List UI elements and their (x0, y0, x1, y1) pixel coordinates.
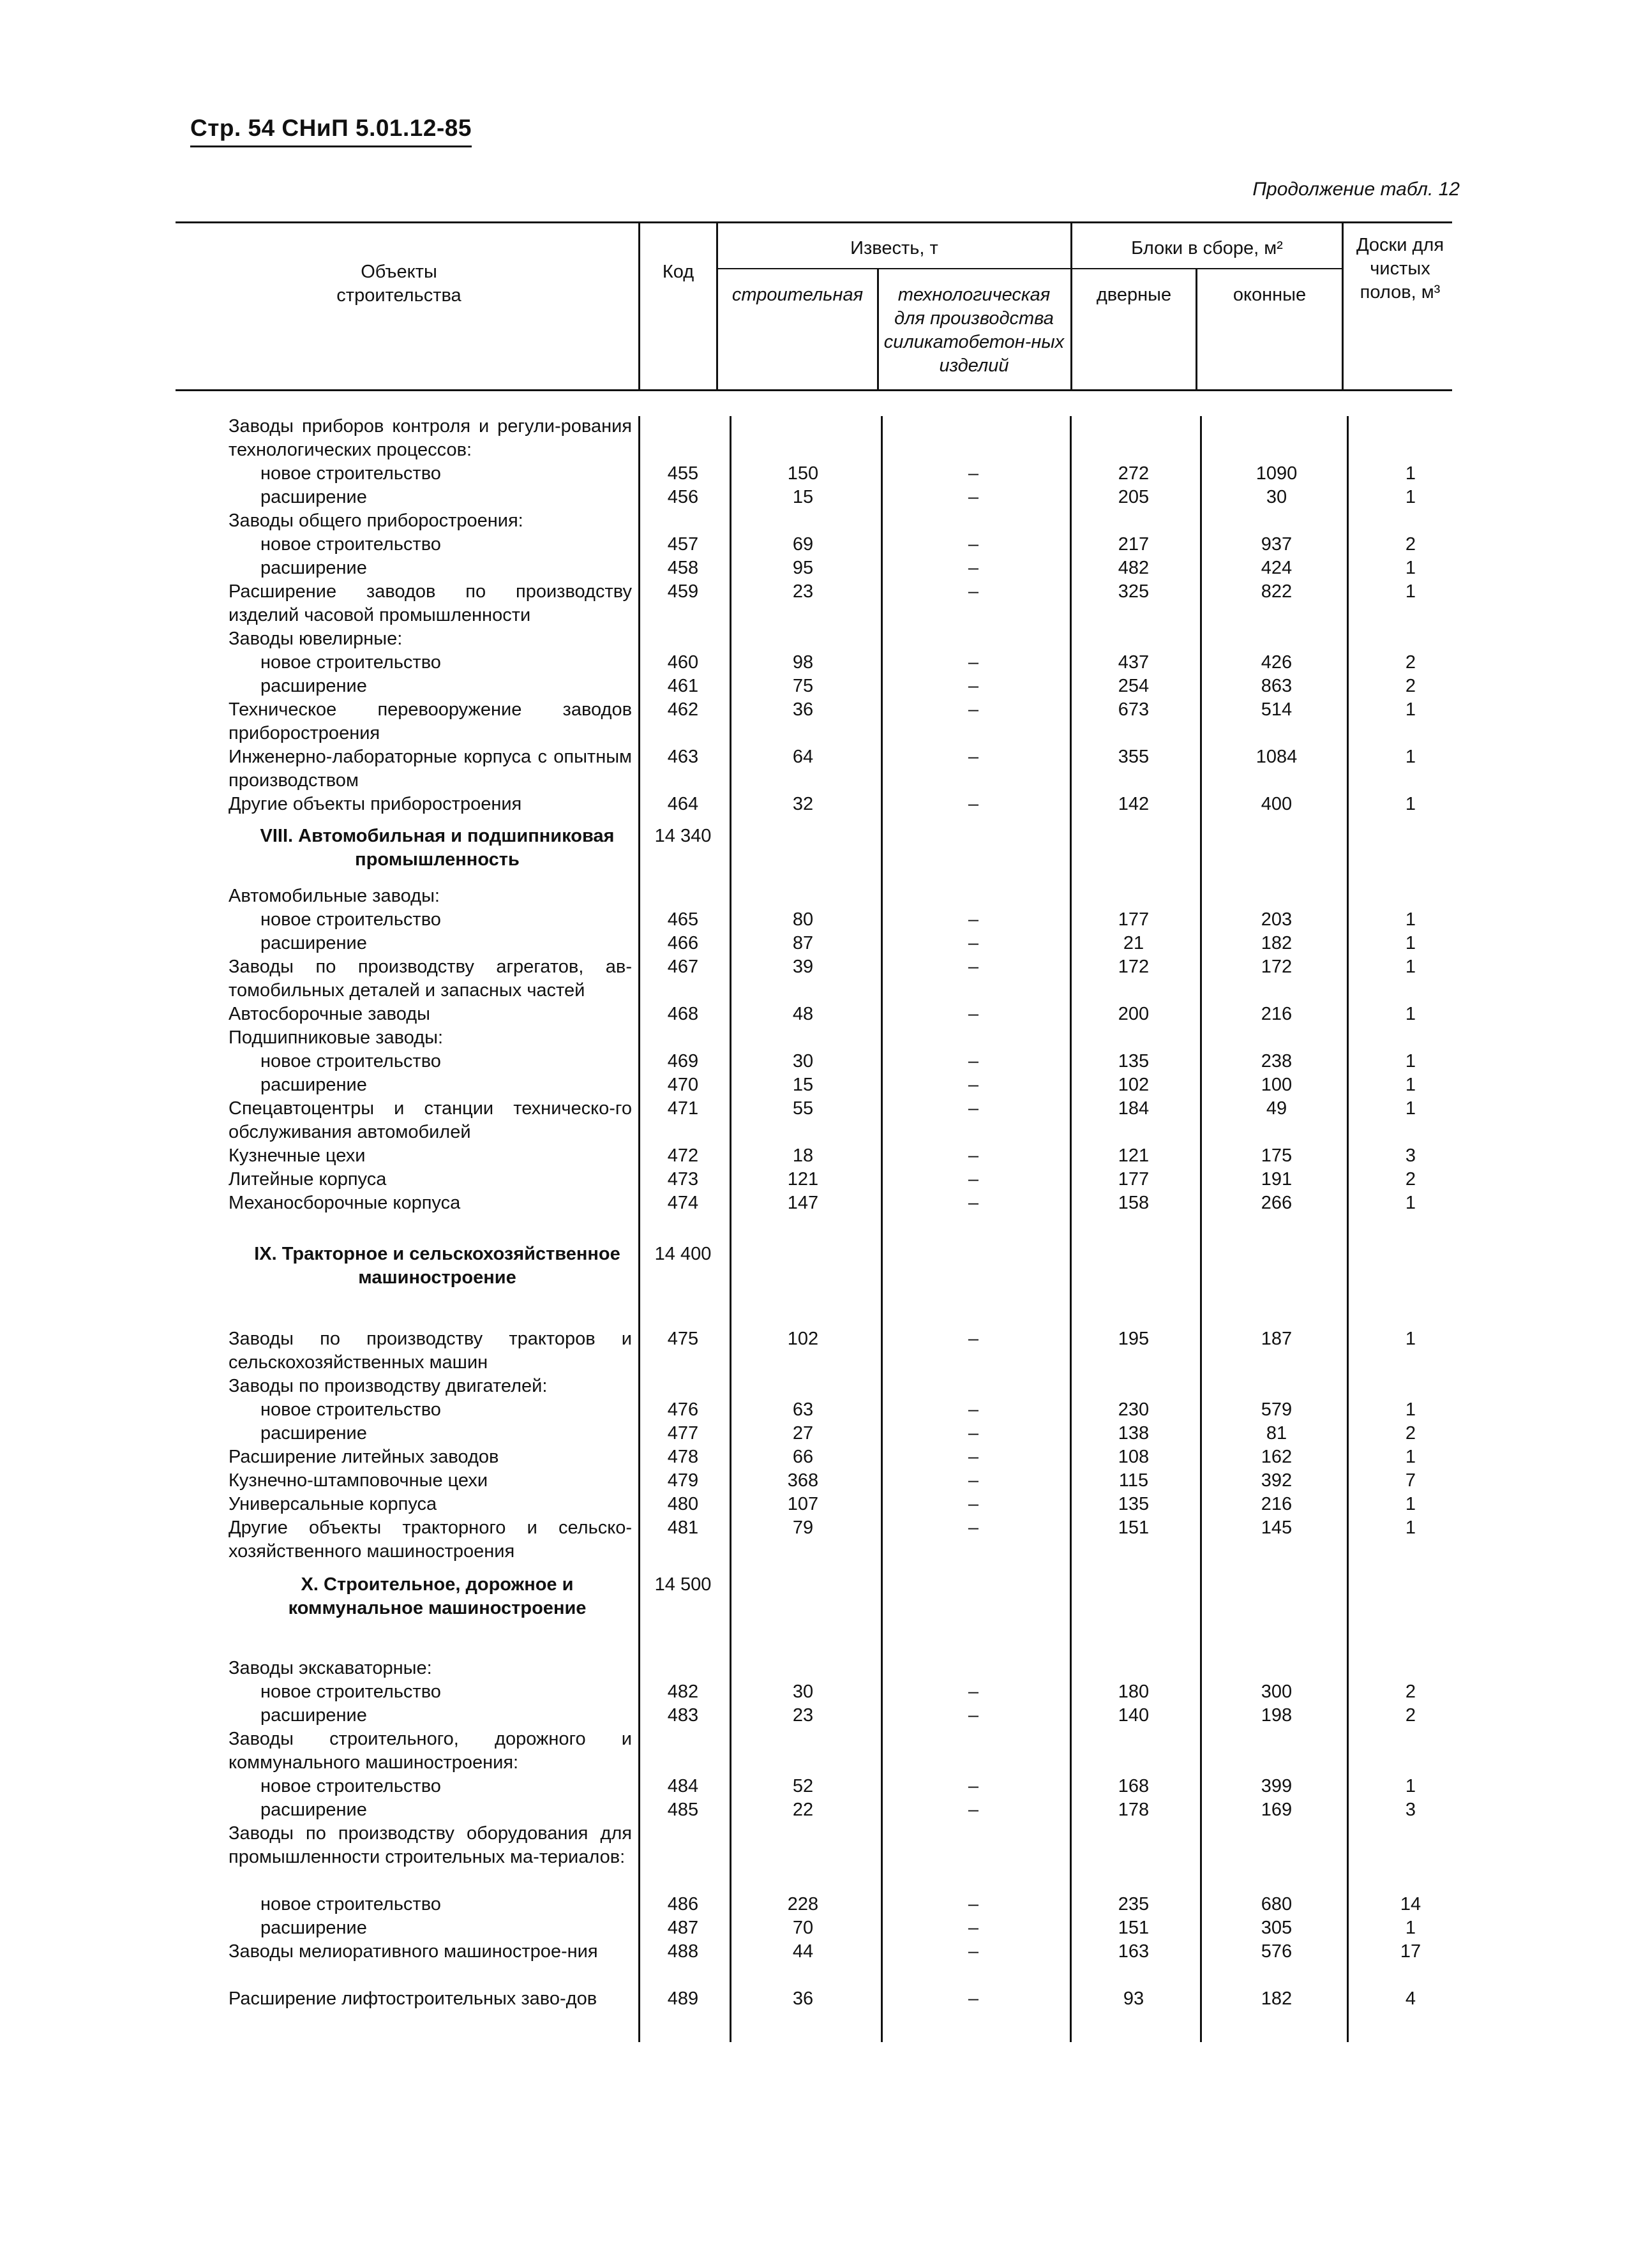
blocks-window-cell: 424 (1261, 558, 1293, 578)
lime-tech-cell: – (968, 1075, 979, 1095)
object-name: Механосборочные корпуса (229, 1193, 461, 1213)
boards-cell: 2 (1405, 652, 1416, 673)
lime-construction-cell: 75 (792, 676, 814, 696)
code-cell: 485 (667, 1800, 699, 1820)
blocks-window-cell: 187 (1261, 1329, 1293, 1349)
boards-cell: 1 (1405, 957, 1416, 977)
boards-cell: 1 (1405, 487, 1416, 507)
blocks-window-cell: 100 (1261, 1075, 1293, 1095)
lime-tech-cell: – (968, 463, 979, 484)
code-cell: 481 (667, 1518, 699, 1538)
lime-tech-cell: – (968, 1941, 979, 1962)
blocks-window-cell: 400 (1261, 794, 1293, 814)
boards-cell: 1 (1405, 1004, 1416, 1024)
code-cell: 479 (667, 1470, 699, 1491)
lime-tech-cell: – (968, 1494, 979, 1514)
object-name: Другие объекты приборостроения (229, 794, 522, 814)
lime-construction-cell: 44 (792, 1941, 814, 1962)
lime-construction-cell: 15 (792, 487, 814, 507)
lime-tech-cell: – (968, 652, 979, 673)
lime-construction-cell: 150 (787, 463, 819, 484)
object-name: расширение (260, 933, 367, 953)
boards-cell: 1 (1405, 581, 1416, 602)
boards-cell: 2 (1405, 534, 1416, 555)
blocks-door-cell: 140 (1118, 1705, 1150, 1726)
boards-cell: 1 (1405, 1918, 1416, 1938)
object-name: Автомобильные заводы: (229, 886, 440, 906)
boards-cell: 3 (1405, 1800, 1416, 1820)
lime-tech-cell: – (968, 1988, 979, 2009)
blocks-door-cell: 177 (1118, 1169, 1150, 1190)
lime-tech-cell: – (968, 747, 979, 767)
header-vline-boards (1342, 221, 1344, 389)
boards-cell: 3 (1405, 1145, 1416, 1166)
lime-tech-cell: – (968, 1145, 979, 1166)
object-name: Другие объекты тракторного и сельско-хозяйственного машиностроения (229, 1518, 632, 1562)
object-name: IX. Тракторное и сельскохозяйственное машиностроение (254, 1244, 620, 1288)
object-name: новое строительство (260, 1051, 441, 1071)
blocks-window-cell: 822 (1261, 581, 1293, 602)
header-blocks: Блоки в сборе, м² (1131, 238, 1283, 258)
object-name: новое строительство (260, 909, 441, 930)
object-name: Спецавтоцентры и станции техническо-го обслуживания автомобилей (229, 1098, 632, 1142)
lime-construction-cell: 18 (792, 1145, 814, 1166)
lime-construction-cell: 22 (792, 1800, 814, 1820)
lime-tech-cell: – (968, 699, 979, 720)
lime-construction-cell: 107 (787, 1494, 819, 1514)
boards-cell: 1 (1405, 794, 1416, 814)
code-cell: 486 (667, 1894, 699, 1914)
blocks-door-cell: 184 (1118, 1098, 1150, 1119)
blocks-window-cell: 198 (1261, 1705, 1293, 1726)
lime-tech-cell: – (968, 1518, 979, 1538)
object-name: Кузнечные цехи (229, 1145, 366, 1166)
lime-tech-cell: – (968, 1004, 979, 1024)
table-top-rule (176, 221, 1452, 223)
object-name: Автосборочные заводы (229, 1004, 430, 1024)
boards-cell: 1 (1405, 747, 1416, 767)
blocks-door-cell: 21 (1123, 933, 1144, 953)
lime-construction-cell: 79 (792, 1518, 814, 1538)
code-cell: 469 (667, 1051, 699, 1071)
page-header: Стр. 54 СНиП 5.01.12-85 (190, 115, 472, 147)
object-name: Заводы ювелирные: (229, 629, 403, 649)
lime-construction-cell: 228 (787, 1894, 819, 1914)
code-cell: 471 (667, 1098, 699, 1119)
code-cell: 460 (667, 652, 699, 673)
boards-cell: 1 (1405, 933, 1416, 953)
header-blocks-door: дверные (1096, 285, 1172, 305)
code-cell: 477 (667, 1423, 699, 1444)
blocks-door-cell: 151 (1118, 1918, 1150, 1938)
header-vline-code (638, 221, 640, 389)
object-name: Кузнечно-штамповочные цехи (229, 1470, 488, 1491)
blocks-door-cell: 142 (1118, 794, 1150, 814)
boards-cell: 1 (1405, 1447, 1416, 1467)
blocks-window-cell: 162 (1261, 1447, 1293, 1467)
blocks-door-cell: 178 (1118, 1800, 1150, 1820)
lime-construction-cell: 70 (792, 1918, 814, 1938)
object-name: Заводы мелиоративного машинострое-ния (229, 1941, 598, 1962)
object-name: новое строительство (260, 1682, 441, 1702)
blocks-door-cell: 158 (1118, 1193, 1150, 1213)
lime-tech-cell: – (968, 1776, 979, 1796)
boards-cell: 2 (1405, 1705, 1416, 1726)
object-name: X. Строительное, дорожное и коммунальное машиностроение (288, 1574, 587, 1618)
header-boards: Доски для чистых полов, м³ (1356, 235, 1444, 302)
code-cell: 473 (667, 1169, 699, 1190)
blocks-door-cell: 135 (1118, 1494, 1150, 1514)
code-cell: 474 (667, 1193, 699, 1213)
blocks-door-cell: 355 (1118, 747, 1150, 767)
object-name: Заводы по производству агрегатов, ав-томобильных деталей и запасных частей (229, 957, 632, 1001)
lime-construction-cell: 48 (792, 1004, 814, 1024)
object-name: расширение (260, 558, 367, 578)
object-name: расширение (260, 1075, 367, 1095)
object-name: VIII. Автомобильная и подшипниковая промышленность (260, 826, 615, 870)
lime-tech-cell: – (968, 1705, 979, 1726)
code-cell: 14 400 (654, 1244, 712, 1264)
boards-cell: 1 (1405, 1329, 1416, 1349)
object-name: Литейные корпуса (229, 1169, 387, 1190)
object-name: новое строительство (260, 1894, 441, 1914)
lime-construction-cell: 27 (792, 1423, 814, 1444)
blocks-door-cell: 135 (1118, 1051, 1150, 1071)
boards-cell: 1 (1405, 1098, 1416, 1119)
lime-construction-cell: 95 (792, 558, 814, 578)
lime-tech-cell: – (968, 794, 979, 814)
code-cell: 482 (667, 1682, 699, 1702)
boards-cell: 2 (1405, 676, 1416, 696)
object-name: Инженерно-лабораторные корпуса с опытным производством (229, 747, 632, 791)
code-cell: 472 (667, 1145, 699, 1166)
code-cell: 459 (667, 581, 699, 602)
blocks-window-cell: 579 (1261, 1399, 1293, 1420)
code-cell: 487 (667, 1918, 699, 1938)
code-cell: 488 (667, 1941, 699, 1962)
lime-tech-cell: – (968, 1918, 979, 1938)
boards-cell: 2 (1405, 1423, 1416, 1444)
lime-construction-cell: 23 (792, 581, 814, 602)
boards-cell: 1 (1405, 1051, 1416, 1071)
lime-tech-cell: – (968, 1423, 979, 1444)
boards-cell: 2 (1405, 1682, 1416, 1702)
code-cell: 466 (667, 933, 699, 953)
header-bottom-rule (176, 389, 1452, 391)
code-cell: 455 (667, 463, 699, 484)
code-cell: 480 (667, 1494, 699, 1514)
boards-cell: 4 (1405, 1988, 1416, 2009)
lime-tech-cell: – (968, 676, 979, 696)
lime-construction-cell: 121 (787, 1169, 819, 1190)
object-name: Расширение литейных заводов (229, 1447, 499, 1467)
code-cell: 476 (667, 1399, 699, 1420)
lime-tech-cell: – (968, 1399, 979, 1420)
blocks-door-cell: 235 (1118, 1894, 1150, 1914)
lime-construction-cell: 36 (792, 699, 814, 720)
object-name: новое строительство (260, 1399, 441, 1420)
blocks-window-cell: 514 (1261, 699, 1293, 720)
code-cell: 14 500 (654, 1574, 712, 1595)
blocks-window-cell: 175 (1261, 1145, 1293, 1166)
lime-construction-cell: 36 (792, 1988, 814, 2009)
object-name: Заводы строительного, дорожного и коммунального машиностроения: (229, 1729, 632, 1773)
code-cell: 461 (667, 676, 699, 696)
blocks-door-cell: 200 (1118, 1004, 1150, 1024)
lime-tech-cell: – (968, 1098, 979, 1119)
code-cell: 489 (667, 1988, 699, 2009)
lime-construction-cell: 32 (792, 794, 814, 814)
blocks-door-cell: 217 (1118, 534, 1150, 555)
boards-cell: 1 (1405, 1193, 1416, 1213)
object-name: Заводы по производству оборудования для промышленности строительных ма-териалов: (229, 1823, 632, 1867)
boards-cell: 1 (1405, 463, 1416, 484)
lime-tech-cell: – (968, 1169, 979, 1190)
lime-construction-cell: 368 (787, 1470, 819, 1491)
blocks-subheader-rule (1070, 268, 1342, 269)
blocks-door-cell: 177 (1118, 909, 1150, 930)
lime-construction-cell: 23 (792, 1705, 814, 1726)
header-lime: Известь, т (850, 238, 938, 258)
object-name: Расширение лифтостроительных заво-дов (229, 1988, 597, 2009)
lime-tech-cell: – (968, 558, 979, 578)
lime-tech-cell: – (968, 909, 979, 930)
lime-tech-cell: – (968, 1447, 979, 1467)
blocks-window-cell: 1084 (1256, 747, 1298, 767)
blocks-door-cell: 205 (1118, 487, 1150, 507)
lime-subheader-rule (716, 268, 1070, 269)
blocks-door-cell: 102 (1118, 1075, 1150, 1095)
lime-construction-cell: 30 (792, 1051, 814, 1071)
code-cell: 462 (667, 699, 699, 720)
boards-cell: 14 (1400, 1894, 1421, 1914)
header-lime-construction: строительная (731, 285, 864, 305)
object-name: расширение (260, 1800, 367, 1820)
blocks-door-cell: 325 (1118, 581, 1150, 602)
blocks-door-cell: 151 (1118, 1518, 1150, 1538)
blocks-window-cell: 30 (1266, 487, 1287, 507)
lime-tech-cell: – (968, 581, 979, 602)
object-name: Универсальные корпуса (229, 1494, 437, 1514)
object-name: Заводы по производству двигателей: (229, 1376, 548, 1396)
blocks-window-cell: 145 (1261, 1518, 1293, 1538)
lime-construction-cell: 69 (792, 534, 814, 555)
blocks-door-cell: 138 (1118, 1423, 1150, 1444)
object-name: Заводы приборов контроля и регули-рования технологических процессов: (229, 416, 632, 460)
blocks-window-cell: 191 (1261, 1169, 1293, 1190)
blocks-door-cell: 180 (1118, 1682, 1150, 1702)
object-name: расширение (260, 487, 367, 507)
code-cell: 484 (667, 1776, 699, 1796)
object-name: новое строительство (260, 652, 441, 673)
blocks-window-cell: 392 (1261, 1470, 1293, 1491)
lime-construction-cell: 80 (792, 909, 814, 930)
boards-cell: 7 (1405, 1470, 1416, 1491)
code-cell: 470 (667, 1075, 699, 1095)
object-name: расширение (260, 1918, 367, 1938)
header-lime-tech: технологическая для производства силикатобетон-ных изделий (883, 285, 1065, 376)
blocks-window-cell: 680 (1261, 1894, 1293, 1914)
blocks-door-cell: 108 (1118, 1447, 1150, 1467)
blocks-door-cell: 93 (1123, 1988, 1144, 2009)
code-cell: 468 (667, 1004, 699, 1024)
object-name: Заводы по производству тракторов и сельскохозяйственных машин (229, 1329, 632, 1373)
code-cell: 463 (667, 747, 699, 767)
code-cell: 456 (667, 487, 699, 507)
blocks-door-cell: 121 (1118, 1145, 1150, 1166)
code-cell: 467 (667, 957, 699, 977)
blocks-door-cell: 168 (1118, 1776, 1150, 1796)
blocks-window-cell: 1090 (1256, 463, 1298, 484)
code-cell: 458 (667, 558, 699, 578)
lime-construction-cell: 147 (787, 1193, 819, 1213)
blocks-door-cell: 437 (1118, 652, 1150, 673)
object-name: новое строительство (260, 463, 441, 484)
lime-construction-cell: 52 (792, 1776, 814, 1796)
lime-construction-cell: 87 (792, 933, 814, 953)
code-cell: 475 (667, 1329, 699, 1349)
blocks-door-cell: 195 (1118, 1329, 1150, 1349)
blocks-window-cell: 172 (1261, 957, 1293, 977)
lime-construction-cell: 98 (792, 652, 814, 673)
code-cell: 464 (667, 794, 699, 814)
object-name: Техническое перевооружение заводов приборостроения (229, 699, 632, 743)
lime-construction-cell: 55 (792, 1098, 814, 1119)
blocks-door-cell: 254 (1118, 676, 1150, 696)
boards-cell: 1 (1405, 1518, 1416, 1538)
blocks-door-cell: 673 (1118, 699, 1150, 720)
lime-tech-cell: – (968, 933, 979, 953)
code-cell: 14 340 (654, 826, 712, 846)
lime-tech-cell: – (968, 1470, 979, 1491)
header-code: Код (662, 262, 694, 282)
object-name: Заводы экскаваторные: (229, 1658, 432, 1678)
object-name: новое строительство (260, 1776, 441, 1796)
lime-construction-cell: 39 (792, 957, 814, 977)
boards-cell: 17 (1400, 1941, 1421, 1962)
object-name: Расширение заводов по производству изделий часовой промышленности (229, 581, 632, 625)
blocks-door-cell: 163 (1118, 1941, 1150, 1962)
blocks-window-cell: 203 (1261, 909, 1293, 930)
blocks-window-cell: 238 (1261, 1051, 1293, 1071)
boards-cell: 1 (1405, 699, 1416, 720)
boards-cell: 1 (1405, 1776, 1416, 1796)
object-name: расширение (260, 1423, 367, 1444)
lime-construction-cell: 63 (792, 1399, 814, 1420)
boards-cell: 1 (1405, 909, 1416, 930)
boards-cell: 1 (1405, 558, 1416, 578)
blocks-window-cell: 266 (1261, 1193, 1293, 1213)
blocks-window-cell: 182 (1261, 933, 1293, 953)
lime-tech-cell: – (968, 1051, 979, 1071)
lime-tech-cell: – (968, 1894, 979, 1914)
table-continuation-label: Продолжение табл. 12 (1252, 179, 1460, 200)
lime-construction-cell: 15 (792, 1075, 814, 1095)
code-cell: 483 (667, 1705, 699, 1726)
blocks-window-cell: 937 (1261, 534, 1293, 555)
blocks-window-cell: 81 (1266, 1423, 1287, 1444)
blocks-door-cell: 272 (1118, 463, 1150, 484)
blocks-window-cell: 576 (1261, 1941, 1293, 1962)
lime-tech-cell: – (968, 1682, 979, 1702)
boards-cell: 1 (1405, 1399, 1416, 1420)
lime-tech-cell: – (968, 534, 979, 555)
lime-construction-cell: 30 (792, 1682, 814, 1702)
code-cell: 465 (667, 909, 699, 930)
header-vline-lime-tech (877, 269, 879, 389)
code-cell: 478 (667, 1447, 699, 1467)
lime-construction-cell: 64 (792, 747, 814, 767)
object-name: расширение (260, 676, 367, 696)
lime-tech-cell: – (968, 957, 979, 977)
blocks-window-cell: 305 (1261, 1918, 1293, 1938)
blocks-window-cell: 300 (1261, 1682, 1293, 1702)
header-objects: Объекты строительства (336, 262, 461, 306)
lime-tech-cell: – (968, 1193, 979, 1213)
lime-construction-cell: 66 (792, 1447, 814, 1467)
object-name: новое строительство (260, 534, 441, 555)
lime-construction-cell: 102 (787, 1329, 819, 1349)
boards-cell: 1 (1405, 1075, 1416, 1095)
boards-cell: 2 (1405, 1169, 1416, 1190)
object-name: Заводы общего приборостроения: (229, 511, 523, 531)
code-cell: 457 (667, 534, 699, 555)
blocks-window-cell: 426 (1261, 652, 1293, 673)
lime-tech-cell: – (968, 487, 979, 507)
boards-cell: 1 (1405, 1494, 1416, 1514)
blocks-window-cell: 49 (1266, 1098, 1287, 1119)
blocks-window-cell: 216 (1261, 1004, 1293, 1024)
blocks-window-cell: 399 (1261, 1776, 1293, 1796)
header-blocks-window: оконные (1233, 285, 1307, 305)
blocks-window-cell: 182 (1261, 1988, 1293, 2009)
lime-tech-cell: – (968, 1800, 979, 1820)
blocks-window-cell: 169 (1261, 1800, 1293, 1820)
blocks-door-cell: 115 (1118, 1470, 1149, 1491)
object-name: Подшипниковые заводы: (229, 1027, 444, 1048)
blocks-door-cell: 482 (1118, 558, 1150, 578)
lime-tech-cell: – (968, 1329, 979, 1349)
blocks-window-cell: 863 (1261, 676, 1293, 696)
object-name: расширение (260, 1705, 367, 1726)
blocks-door-cell: 230 (1118, 1399, 1150, 1420)
blocks-window-cell: 216 (1261, 1494, 1293, 1514)
blocks-door-cell: 172 (1118, 957, 1150, 977)
